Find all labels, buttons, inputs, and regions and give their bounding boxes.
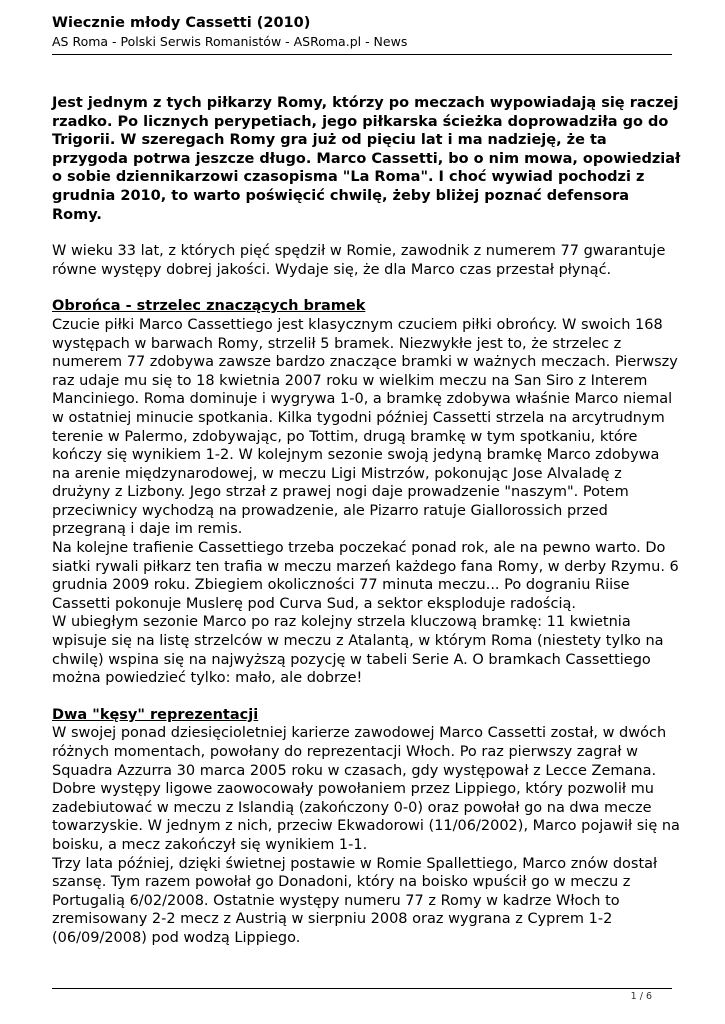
paragraph: W ubiegłym sezonie Marco po raz kolejny strzela kluczową bramkę: 11 kwietnia wpisuje się na listę strzelców w meczu z Atalantą, w którym Roma (niestety tylko na chwilę) wspina się na najwyższą pozycję w tabeli Serie A. O bramkach Cassettiego można powiedzieć tylko: mało, ale dobrze! [52, 614, 664, 687]
document-subtitle: AS Roma - Polski Serwis Romanistów - ASRoma.pl - News [52, 34, 408, 49]
paragraph: Trzy lata później, dzięki świetnej postawie w Romie Spallettiego, Marco znów dostał szansę. Tym razem powołał go Donadoni, który na boisko wpuścił go w meczu z Portugalią 6/02/2008. Ostatnie występy numeru 77 z Romy w kadrze Włoch to zremisowany 2-2 mecz z Austrią w sierpniu 2008 oraz wygrana z Cyprem 1-2 (06/09/2008) pod wodzą Lippiego. [52, 855, 658, 946]
footer-divider [52, 988, 672, 989]
paragraph: Czucie piłki Marco Cassettiego jest klasycznym czuciem piłki obrońcy. W swoich 168 występach w barwach Romy, strzelił 5 bramek. Niezwykłe jest to, że strzelec z numerem 77 zdobywa zawsze bardzo znaczące bramki w ważnych meczach. Pierwszy raz udaje mu się to 18 kwietnia 2007 roku w wielkim meczu na San Siro z Interem Manciniego. Roma dominuje i wygrywa 1-0, a bramkę zdobywa właśnie Marco niemal w ostatniej minucie spotkania. Kilka tygodni później Cassetti strzela na arcytrudnym terenie w Palermo, zdobywając, po Tottim, drugą bramkę w tym spotkaniu, które kończy się wynikiem 1-2. W kolejnym sezonie swoją jedyną bramkę Marco zdobywa na arenie międzynarodowej, w meczu Ligi Mistrzów, pokonując Jose Alvaladę z drużyny z Lizbony. Jego strzał z prawej nogi daje prowadzenie "naszym". Potem przeciwnicy wychodzą na prowadzenie, ale Pizarro ratuje Giallorossich przed przegraną i daje im remis. [52, 316, 678, 538]
section-heading-defender-scorer: Obrońca - strzelec znaczących bramek [52, 298, 366, 315]
document-header [52, 14, 672, 51]
document-title: Wiecznie młody Cassetti (2010) [52, 15, 311, 31]
article-lead: Jest jednym z tych piłkarzy Romy, którzy po meczach wypowiadają się raczej rzadko. Po licznych perypetiach, jego piłkarska ścieżka doprowadziła go do Trigorii. W szeregach Romy gra już od pięciu lat i ma nadzieję, że ta przygoda potrwa jeszcze długo. Marco Cassetti, bo o nim mowa, opowiedział o sobie dziennikarzowi czasopisma "La Roma". I choć wywiad pochodzi z grudnia 2010, to warto poświęcić chwilę, żeby bliżej poznać defensora Romy. [52, 95, 681, 223]
paragraph: Na kolejne trafienie Cassettiego trzeba poczekać ponad rok, ale na pewno warto. Do siatki rywali piłkarz ten trafia w meczu marzeń każdego fana Romy, w derby Rzymu. 6 grudnia 2009 roku. Zbiegiem okoliczności 77 minuta meczu... Po dograniu Riise Cassetti pokonuje Muslerę pod Curva Sud, a sektor eksploduje radością. [52, 540, 679, 612]
section-heading-national-team: Dwa "kęsy" reprezentacji [52, 706, 259, 723]
paragraph: W swojej ponad dziesięcioletniej karierze zawodowej Marco Cassetti został, w dwóch różnych momentach, powołany do reprezentacji Włoch. Po raz pierwszy zagrał w Squadra Azzurra 30 marca 2005 roku w czasach, gdy występował z Lecce Zemana. Dobre występy ligowe zaowocowały powołaniem przez Lippiego, który pozwolił mu zadebiutować w meczu z Islandią (zakończony 0-0) oraz powołał go na dwa mecze towarzyskie. W jednym z nich, przeciw Ekwadorowi (11/06/2002), Marco pojawił się na boisku, a mecz zakończył się wynikiem 1-1. [52, 725, 680, 853]
header-divider [52, 54, 672, 55]
article-intro: W wieku 33 lat, z których pięć spędził w Romie, zawodnik z numerem 77 gwarantuje równe występy dobrej jakości. Wydaje się, że dla Marco czas przestał płynąć. [52, 243, 666, 278]
article-body [52, 94, 682, 948]
page-number: 1 / 6 [630, 991, 652, 1002]
